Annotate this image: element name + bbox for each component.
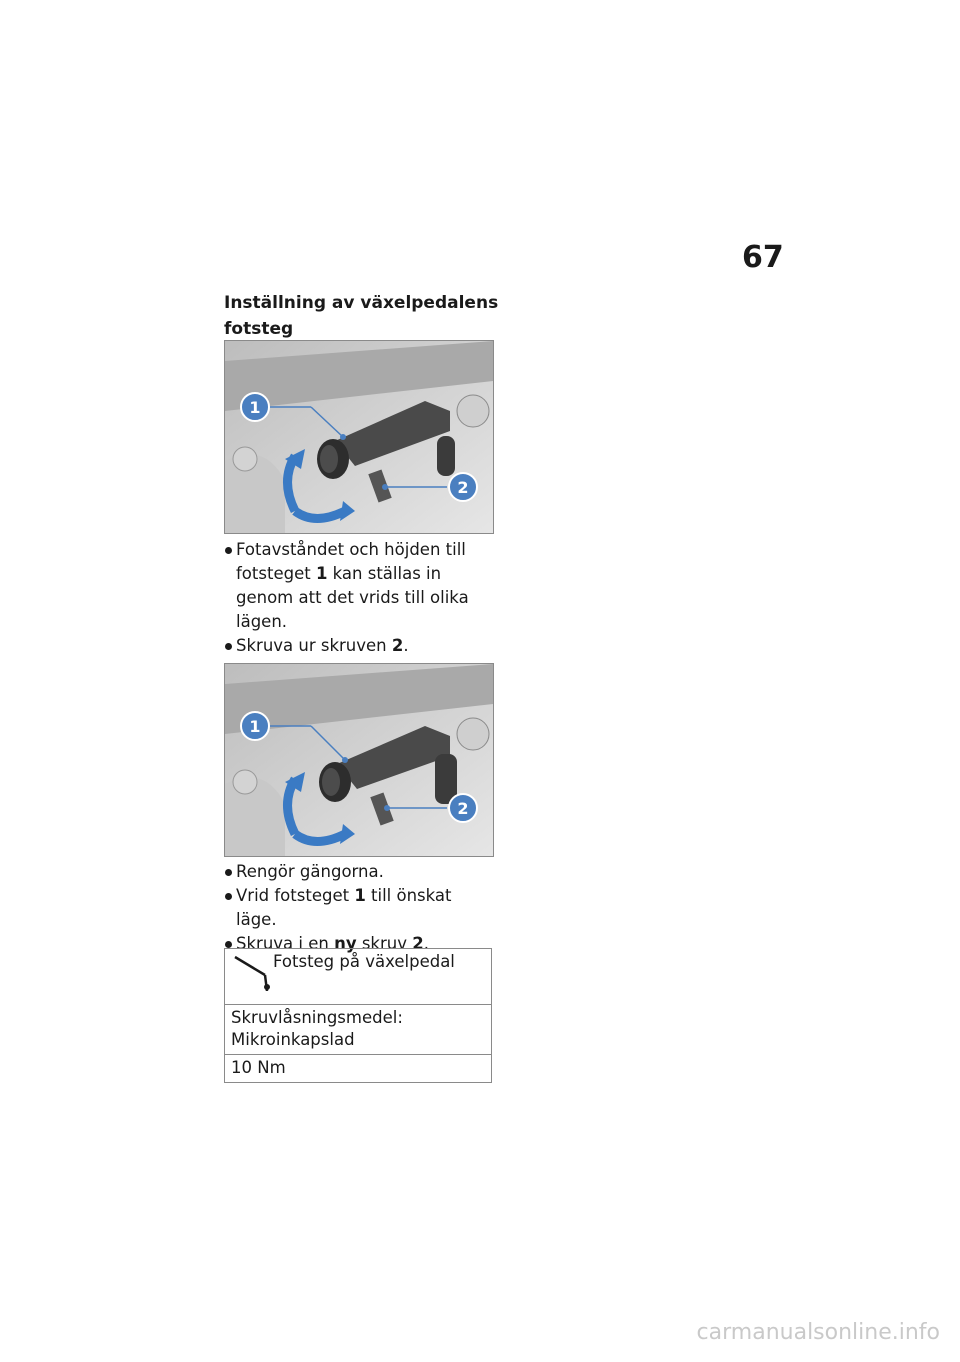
figure-footpeg-2 [224, 663, 494, 857]
callout-2: 2 [457, 799, 469, 818]
spec-title-cell [225, 949, 492, 1005]
callout-2: 2 [457, 478, 469, 497]
threadlock-cell: Skruvlåsningsmedel: Mikroinkapslad [225, 1005, 492, 1055]
list-item: Rengör gängorna. [224, 860, 494, 884]
list-item: Skruva i en ny skruv 2. [224, 932, 494, 956]
steps-list-1 [224, 538, 494, 658]
footpeg-illustration-1 [225, 341, 493, 533]
watermark: carmanualsonline.info [696, 1320, 940, 1345]
spec-title: Fotsteg på växelpedal [273, 952, 455, 971]
footpeg-illustration-2 [225, 664, 493, 856]
figure-footpeg-1 [224, 340, 494, 534]
list-item: Skruva ur skruven 2. [224, 634, 494, 658]
callout-1: 1 [249, 717, 261, 736]
section-title: Inställning av växelpedalens fotsteg [224, 293, 499, 339]
torque-value: 10 Nm [225, 1055, 492, 1083]
steps-list-2 [224, 860, 494, 956]
callout-1: 1 [249, 398, 261, 417]
list-item: Vrid fotsteget 1 till önskat läge. [224, 884, 494, 932]
torque-spec-table [224, 948, 492, 1083]
page-number: 67 [742, 240, 784, 275]
torque-wrench-icon [231, 951, 273, 991]
list-item: Fotavståndet och höjden till fotsteget 1 kan ställas in genom att det vrids till olika lägen. [224, 538, 494, 634]
